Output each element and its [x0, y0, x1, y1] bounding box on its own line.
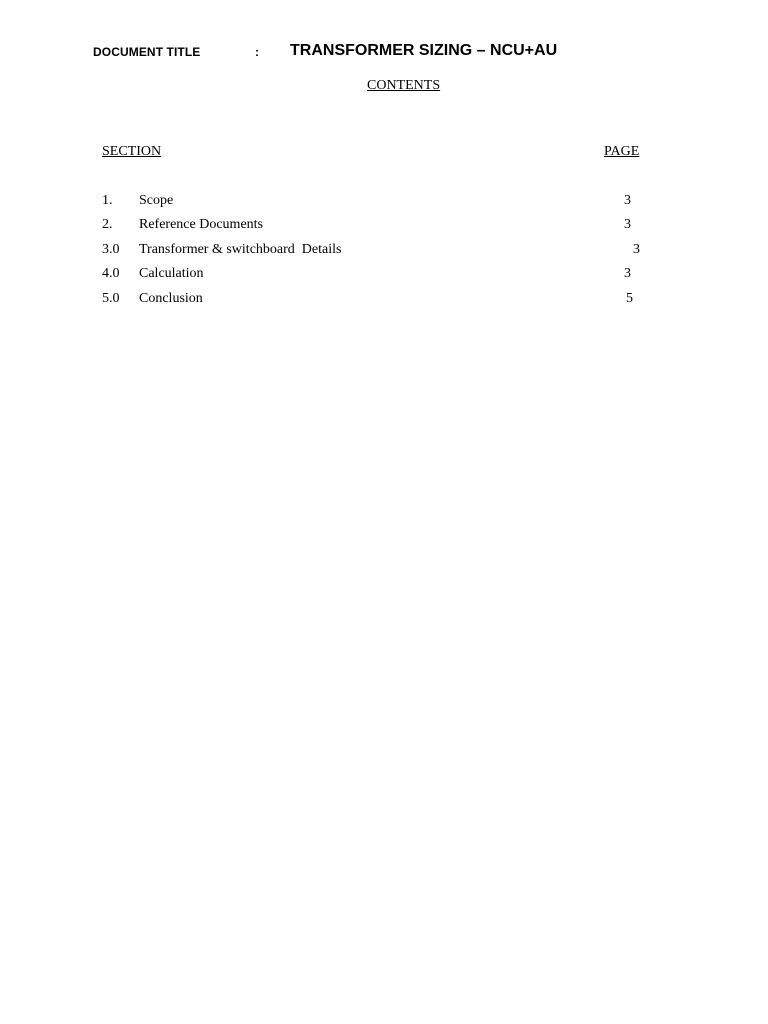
toc-row-scope	[0, 193, 768, 213]
toc-number: 1.	[102, 193, 113, 208]
toc-page-number: 3	[624, 266, 631, 281]
toc-row-reference-documents	[0, 217, 768, 237]
toc-page-number: 3	[624, 193, 631, 208]
toc-title: Calculation	[139, 266, 204, 281]
document-title-colon: :	[255, 45, 259, 59]
section-column-header: SECTION	[102, 144, 162, 159]
toc-page-number: 3	[633, 242, 640, 257]
toc-row-conclusion	[0, 291, 768, 311]
toc-row-calculation	[0, 266, 768, 286]
toc-title: Reference Documents	[139, 217, 263, 232]
toc-number: 4.0	[102, 266, 120, 281]
document-title-value: TRANSFORMER SIZING – NCU+AU	[290, 42, 558, 59]
toc-number: 5.0	[102, 291, 120, 306]
toc-page-number: 3	[624, 217, 631, 232]
toc-title: Scope	[139, 193, 174, 208]
toc-page-number: 5	[626, 291, 633, 306]
toc-number: 3.0	[102, 242, 120, 257]
toc-row-transformer-details	[0, 242, 768, 262]
contents-heading: CONTENTS	[367, 78, 441, 93]
page-column-header: PAGE	[604, 144, 640, 159]
document-title-label: DOCUMENT TITLE	[93, 45, 201, 59]
toc-title: Conclusion	[139, 291, 203, 306]
toc-title: Transformer & switchboard Details	[139, 242, 342, 257]
toc-number: 2.	[102, 217, 113, 232]
